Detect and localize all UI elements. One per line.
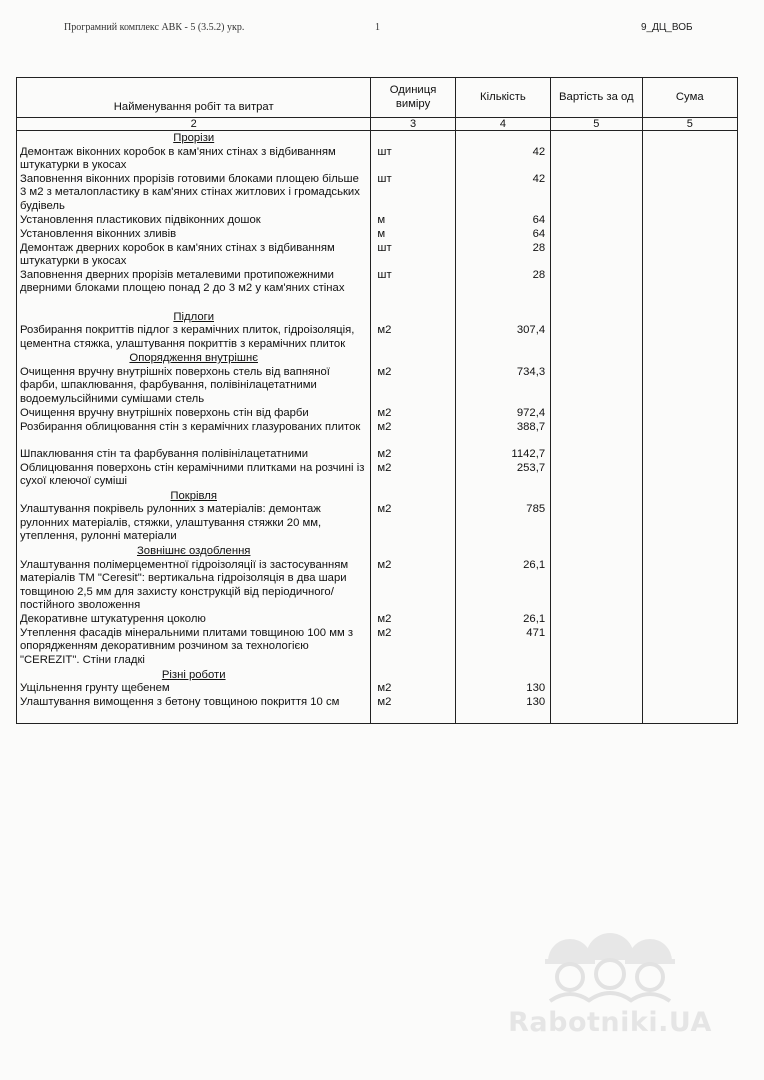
sum-cell xyxy=(642,407,737,421)
empty-cell xyxy=(371,131,455,146)
estimate-table xyxy=(16,77,738,724)
section-title: Покрівля xyxy=(17,489,371,504)
quantity-cell: 307,4 xyxy=(455,324,550,351)
column-number: 3 xyxy=(371,118,455,131)
unit-price-cell xyxy=(551,146,642,173)
unit-cell: м2 xyxy=(371,627,455,668)
quantity-cell: 1142,7 xyxy=(455,448,550,462)
section-title: Зовнішнє оздоблення xyxy=(17,544,371,559)
table-row xyxy=(17,146,738,173)
unit-cell: м2 xyxy=(371,462,455,489)
sum-cell xyxy=(642,146,737,173)
column-number: 4 xyxy=(455,118,550,131)
quantity-cell: 26,1 xyxy=(455,559,550,613)
sum-cell xyxy=(642,503,737,544)
watermark xyxy=(475,925,745,1050)
unit-price-cell xyxy=(551,613,642,627)
column-number: 5 xyxy=(642,118,737,131)
unit-price-cell xyxy=(551,366,642,407)
empty-cell xyxy=(371,310,455,325)
unit-price-cell xyxy=(551,324,642,351)
table-row xyxy=(17,613,738,627)
work-name: Заповнення віконних прорізів готовими блоками площею більше 3 м2 з металопластику в кам'яних стінах житлових і громадських будівель xyxy=(17,173,371,214)
table-row xyxy=(17,682,738,696)
work-name: Облицювання поверхонь стін керамічними плитками на розчині із сухої клеючої суміші xyxy=(17,462,371,489)
quantity-cell: 64 xyxy=(455,228,550,242)
sum-cell xyxy=(642,613,737,627)
sum-cell xyxy=(642,421,737,448)
unit-price-cell xyxy=(551,421,642,448)
empty-cell xyxy=(551,544,642,559)
section-title: Різні роботи xyxy=(17,668,371,683)
empty-cell xyxy=(551,351,642,366)
unit-cell: шт xyxy=(371,146,455,173)
unit-cell: м2 xyxy=(371,613,455,627)
work-name: Утеплення фасадів мінеральними плитами товщиною 100 мм з опорядженням декоративним розчином за технологією "CEREZIT". Стіни гладкі xyxy=(17,627,371,668)
work-name: Улаштування вимощення з бетону товщиною покриття 10 см xyxy=(17,696,371,723)
unit-cell: м2 xyxy=(371,503,455,544)
work-name: Улаштування покрівель рулонних з матеріалів: демонтаж рулонних матеріалів, стяжки, улаштування стяжки 20 мм, утеплення, рулонні матеріали xyxy=(17,503,371,544)
empty-cell xyxy=(455,544,550,559)
work-name: Розбирання облицювання стін з керамічних глазурованих плиток xyxy=(17,421,371,448)
table-row xyxy=(17,627,738,668)
empty-cell xyxy=(551,489,642,504)
empty-cell xyxy=(642,351,737,366)
unit-cell: м2 xyxy=(371,559,455,613)
work-name: Очищення вручну внутрішніх поверхонь стель від вапняної фарби, шпаклювання, фарбування, полівінілацетатними водоемульсійними сумішами стель xyxy=(17,366,371,407)
empty-cell xyxy=(455,310,550,325)
unit-cell: м2 xyxy=(371,324,455,351)
section-title: Підлоги xyxy=(17,310,371,325)
empty-cell xyxy=(371,351,455,366)
quantity-cell: 42 xyxy=(455,173,550,214)
table-row xyxy=(17,503,738,544)
sum-cell xyxy=(642,269,737,310)
work-name: Шпаклювання стін та фарбування полівінілацетатними xyxy=(17,448,371,462)
work-name: Заповнення дверних прорізів металевими протипожежними дверними блоками площею понад 2 до 3 м2 у кам'яних стінах xyxy=(17,269,371,310)
column-number: 5 xyxy=(551,118,642,131)
table-row xyxy=(17,228,738,242)
empty-cell xyxy=(551,131,642,146)
unit-cell: м2 xyxy=(371,421,455,448)
column-number-row xyxy=(17,118,738,131)
table-row xyxy=(17,462,738,489)
unit-cell: м2 xyxy=(371,448,455,462)
quantity-cell: 42 xyxy=(455,146,550,173)
section-row xyxy=(17,310,738,325)
unit-price-cell xyxy=(551,173,642,214)
watermark-text: Rabotniki.UA xyxy=(508,1007,712,1038)
quantity-cell: 28 xyxy=(455,269,550,310)
table-row xyxy=(17,242,738,269)
section-row xyxy=(17,131,738,146)
table-row xyxy=(17,269,738,310)
unit-cell: м2 xyxy=(371,366,455,407)
header-sum: Сума xyxy=(642,78,737,118)
table-row xyxy=(17,214,738,228)
section-title: Опорядження внутрішнє xyxy=(17,351,371,366)
sum-cell xyxy=(642,214,737,228)
quantity-cell: 471 xyxy=(455,627,550,668)
unit-cell: м2 xyxy=(371,696,455,723)
empty-cell xyxy=(455,668,550,683)
section-title: Прорізи xyxy=(17,131,371,146)
empty-cell xyxy=(371,668,455,683)
quantity-cell: 130 xyxy=(455,682,550,696)
unit-price-cell xyxy=(551,682,642,696)
table-row xyxy=(17,173,738,214)
quantity-cell: 785 xyxy=(455,503,550,544)
section-row xyxy=(17,544,738,559)
work-name: Улаштування полімерцементної гідроізоляції із застосуванням матеріалів ТМ "Ceresit": вертикальна гідроізоляція в два шари товщиною 2,5 мм для захисту конструкцій від періодичного/постійного зволоження xyxy=(17,559,371,613)
quantity-cell: 972,4 xyxy=(455,407,550,421)
unit-price-cell xyxy=(551,559,642,613)
empty-cell xyxy=(371,489,455,504)
sum-cell xyxy=(642,559,737,613)
table-body xyxy=(17,131,738,724)
work-name: Очищення вручну внутрішніх поверхонь стін від фарби xyxy=(17,407,371,421)
unit-cell: шт xyxy=(371,173,455,214)
table-row xyxy=(17,421,738,448)
section-row xyxy=(17,489,738,504)
table-row xyxy=(17,696,738,723)
work-name: Установлення пластикових підвіконних дошок xyxy=(17,214,371,228)
table-row xyxy=(17,559,738,613)
empty-cell xyxy=(642,489,737,504)
work-name: Ущільнення грунту щебенем xyxy=(17,682,371,696)
unit-cell: шт xyxy=(371,242,455,269)
unit-price-cell xyxy=(551,462,642,489)
unit-price-cell xyxy=(551,503,642,544)
unit-price-cell xyxy=(551,228,642,242)
empty-cell xyxy=(642,131,737,146)
section-row xyxy=(17,668,738,683)
empty-cell xyxy=(551,310,642,325)
empty-cell xyxy=(642,310,737,325)
software-name: Програмний комплекс АВК - 5 (3.5.2) укр. xyxy=(64,22,245,33)
header-unit: Одиниця виміру xyxy=(371,78,455,118)
work-name: Розбирання покриттів підлог з керамічних плиток, гідроізоляція, цементна стяжка, улаштування покриттів з керамічних плиток xyxy=(17,324,371,351)
sum-cell xyxy=(642,448,737,462)
quantity-cell: 28 xyxy=(455,242,550,269)
unit-price-cell xyxy=(551,696,642,723)
unit-cell: м xyxy=(371,214,455,228)
column-number: 2 xyxy=(17,118,371,131)
section-row xyxy=(17,351,738,366)
header-unit-price: Вартість за од xyxy=(551,78,642,118)
work-name: Демонтаж дверних коробок в кам'яних стінах з відбиванням штукатурки в укосах xyxy=(17,242,371,269)
unit-price-cell xyxy=(551,627,642,668)
quantity-cell: 64 xyxy=(455,214,550,228)
unit-cell: м2 xyxy=(371,407,455,421)
sum-cell xyxy=(642,242,737,269)
unit-price-cell xyxy=(551,448,642,462)
empty-cell xyxy=(371,544,455,559)
table-row xyxy=(17,448,738,462)
header-row xyxy=(17,78,738,118)
unit-price-cell xyxy=(551,242,642,269)
unit-cell: шт xyxy=(371,269,455,310)
unit-price-cell xyxy=(551,269,642,310)
work-name: Демонтаж віконних коробок в кам'яних стінах з відбиванням штукатурки в укосах xyxy=(17,146,371,173)
sum-cell xyxy=(642,173,737,214)
work-name: Декоративне штукатурення цоколю xyxy=(17,613,371,627)
work-name: Установлення віконних зливів xyxy=(17,228,371,242)
empty-cell xyxy=(455,131,550,146)
empty-cell xyxy=(642,668,737,683)
unit-cell: м xyxy=(371,228,455,242)
sum-cell xyxy=(642,682,737,696)
quantity-cell: 130 xyxy=(455,696,550,723)
sum-cell xyxy=(642,462,737,489)
unit-price-cell xyxy=(551,407,642,421)
quantity-cell: 388,7 xyxy=(455,421,550,448)
table-row xyxy=(17,366,738,407)
sum-cell xyxy=(642,228,737,242)
empty-cell xyxy=(455,489,550,504)
unit-cell: м2 xyxy=(371,682,455,696)
quantity-cell: 253,7 xyxy=(455,462,550,489)
sum-cell xyxy=(642,324,737,351)
table-row xyxy=(17,324,738,351)
document-code: 9_ДЦ_ВОБ xyxy=(641,22,693,33)
table-row xyxy=(17,407,738,421)
page-number: 1 xyxy=(375,22,380,33)
unit-price-cell xyxy=(551,214,642,228)
three-helmeted-workers-icon xyxy=(475,925,745,1005)
sum-cell xyxy=(642,366,737,407)
header-quantity: Кількість xyxy=(455,78,550,118)
quantity-cell: 26,1 xyxy=(455,613,550,627)
header-name: Найменування робіт та витрат xyxy=(17,78,371,118)
empty-cell xyxy=(642,544,737,559)
sum-cell xyxy=(642,627,737,668)
empty-cell xyxy=(551,668,642,683)
sum-cell xyxy=(642,696,737,723)
empty-cell xyxy=(455,351,550,366)
quantity-cell: 734,3 xyxy=(455,366,550,407)
